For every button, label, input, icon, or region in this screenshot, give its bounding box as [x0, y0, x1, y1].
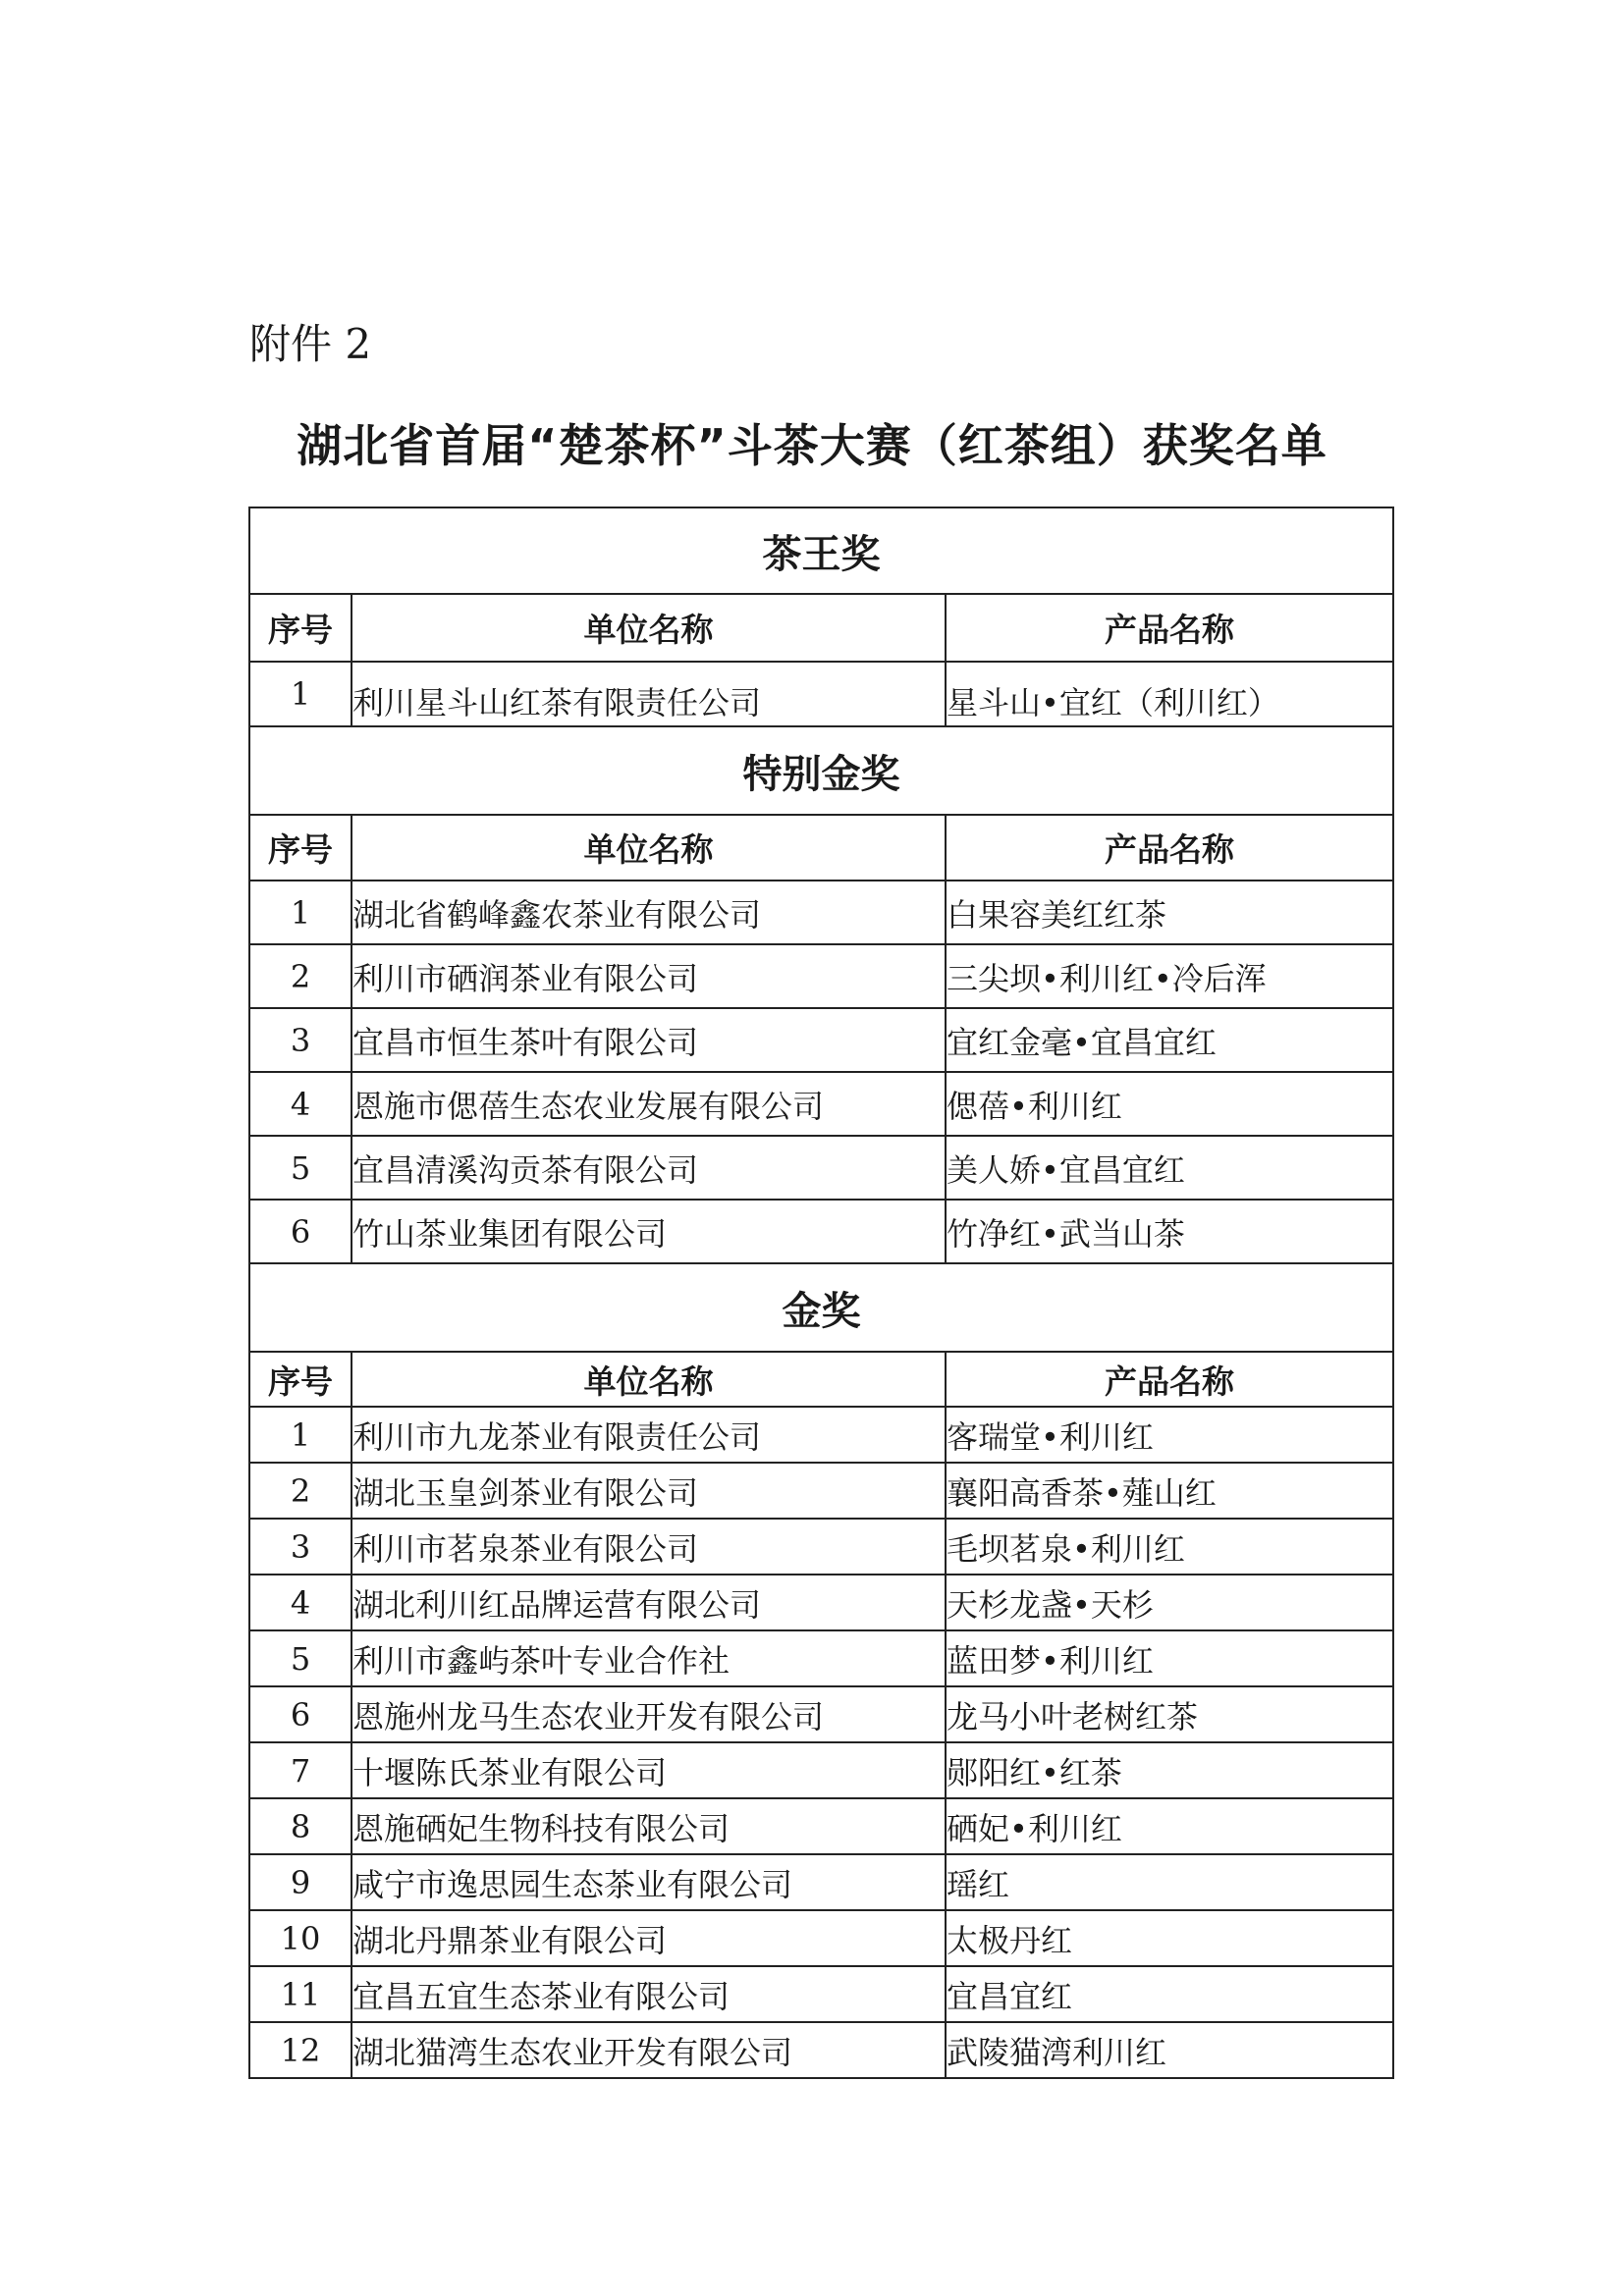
company-cell: 利川市九龙茶业有限责任公司: [352, 1407, 946, 1463]
company-cell: 湖北玉皇剑茶业有限公司: [352, 1463, 946, 1519]
seq-cell: 9: [249, 1854, 352, 1910]
product-cell: 太极丹红: [946, 1910, 1393, 1966]
section-title: 特别金奖: [249, 726, 1393, 815]
section-title: 金奖: [249, 1263, 1393, 1352]
table-row: [249, 1136, 1393, 1200]
seq-cell: 4: [249, 1072, 352, 1136]
product-cell: 白果容美红红茶: [946, 881, 1393, 944]
company-cell: 恩施市偲蓓生态农业发展有限公司: [352, 1072, 946, 1136]
seq-cell: 7: [249, 1742, 352, 1798]
product-cell: 龙马小叶老树红茶: [946, 1686, 1393, 1742]
seq-cell: 12: [249, 2022, 352, 2078]
header-seq: 序号: [249, 815, 352, 881]
seq-cell: 1: [249, 662, 352, 726]
header-seq: 序号: [249, 594, 352, 662]
column-header-row: [249, 815, 1393, 881]
table-row: [249, 1966, 1393, 2022]
company-cell: 十堰陈氏茶业有限公司: [352, 1742, 946, 1798]
table-row: [249, 1463, 1393, 1519]
product-cell: 三尖坝•利川红•冷后浑: [946, 944, 1393, 1008]
header-seq: 序号: [249, 1352, 352, 1407]
table-row: [249, 1519, 1393, 1575]
seq-cell: 8: [249, 1798, 352, 1854]
product-cell: 瑶红: [946, 1854, 1393, 1910]
seq-cell: 2: [249, 1463, 352, 1519]
product-cell: 宜红金毫•宜昌宜红: [946, 1008, 1393, 1072]
seq-cell: 6: [249, 1200, 352, 1263]
table-row: [249, 1575, 1393, 1630]
seq-cell: 5: [249, 1136, 352, 1200]
seq-cell: 3: [249, 1008, 352, 1072]
company-cell: 湖北猫湾生态农业开发有限公司: [352, 2022, 946, 2078]
table-row: [249, 1008, 1393, 1072]
table-row: [249, 1910, 1393, 1966]
attachment-label: 附件 2: [249, 320, 372, 368]
product-cell: 硒妃•利川红: [946, 1798, 1393, 1854]
product-cell: 美人娇•宜昌宜红: [946, 1136, 1393, 1200]
section-heading-row: [249, 726, 1393, 815]
document-title: 湖北省首届“楚茶杯”斗茶大赛（红茶组）获奖名单: [297, 419, 1327, 472]
table-row: [249, 1072, 1393, 1136]
section-heading-row: [249, 1263, 1393, 1352]
company-cell: 宜昌清溪沟贡茶有限公司: [352, 1136, 946, 1200]
table-row: [249, 1742, 1393, 1798]
table-row: [249, 662, 1393, 726]
seq-cell: 6: [249, 1686, 352, 1742]
table-row: [249, 1854, 1393, 1910]
table-row: [249, 1200, 1393, 1263]
seq-cell: 10: [249, 1910, 352, 1966]
company-cell: 宜昌市恒生茶叶有限公司: [352, 1008, 946, 1072]
product-cell: 宜昌宜红: [946, 1966, 1393, 2022]
table-row: [249, 1407, 1393, 1463]
header-company: 单位名称: [352, 1352, 946, 1407]
table-row: [249, 1630, 1393, 1686]
company-cell: 湖北省鹤峰鑫农茶业有限公司: [352, 881, 946, 944]
table-row: [249, 1798, 1393, 1854]
seq-cell: 1: [249, 881, 352, 944]
table-row: [249, 1686, 1393, 1742]
product-cell: 竹净红•武当山茶: [946, 1200, 1393, 1263]
seq-cell: 11: [249, 1966, 352, 2022]
seq-cell: 1: [249, 1407, 352, 1463]
section-title: 茶王奖: [249, 507, 1393, 594]
header-product: 产品名称: [946, 594, 1393, 662]
awards-table: [248, 507, 1394, 2079]
company-cell: 利川市鑫屿茶叶专业合作社: [352, 1630, 946, 1686]
product-cell: 蓝田梦•利川红: [946, 1630, 1393, 1686]
seq-cell: 4: [249, 1575, 352, 1630]
company-cell: 恩施硒妃生物科技有限公司: [352, 1798, 946, 1854]
company-cell: 竹山茶业集团有限公司: [352, 1200, 946, 1263]
company-cell: 利川星斗山红茶有限责任公司: [352, 662, 946, 726]
product-cell: 襄阳高香茶•薤山红: [946, 1463, 1393, 1519]
company-cell: 湖北利川红品牌运营有限公司: [352, 1575, 946, 1630]
header-product: 产品名称: [946, 815, 1393, 881]
seq-cell: 2: [249, 944, 352, 1008]
product-cell: 偲蓓•利川红: [946, 1072, 1393, 1136]
product-cell: 天杉龙盏•天杉: [946, 1575, 1393, 1630]
seq-cell: 5: [249, 1630, 352, 1686]
product-cell: 郧阳红•红茶: [946, 1742, 1393, 1798]
seq-cell: 3: [249, 1519, 352, 1575]
column-header-row: [249, 594, 1393, 662]
company-cell: 利川市硒润茶业有限公司: [352, 944, 946, 1008]
company-cell: 恩施州龙马生态农业开发有限公司: [352, 1686, 946, 1742]
product-cell: 毛坝茗泉•利川红: [946, 1519, 1393, 1575]
table-row: [249, 881, 1393, 944]
company-cell: 宜昌五宜生态茶业有限公司: [352, 1966, 946, 2022]
header-company: 单位名称: [352, 815, 946, 881]
table-row: [249, 944, 1393, 1008]
company-cell: 利川市茗泉茶业有限公司: [352, 1519, 946, 1575]
product-cell: 星斗山•宜红（利川红）: [946, 662, 1393, 726]
table-row: [249, 2022, 1393, 2078]
product-cell: 武陵猫湾利川红: [946, 2022, 1393, 2078]
section-heading-row: [249, 507, 1393, 594]
column-header-row: [249, 1352, 1393, 1407]
company-cell: 咸宁市逸思园生态茶业有限公司: [352, 1854, 946, 1910]
header-product: 产品名称: [946, 1352, 1393, 1407]
company-cell: 湖北丹鼎茶业有限公司: [352, 1910, 946, 1966]
header-company: 单位名称: [352, 594, 946, 662]
product-cell: 客瑞堂•利川红: [946, 1407, 1393, 1463]
